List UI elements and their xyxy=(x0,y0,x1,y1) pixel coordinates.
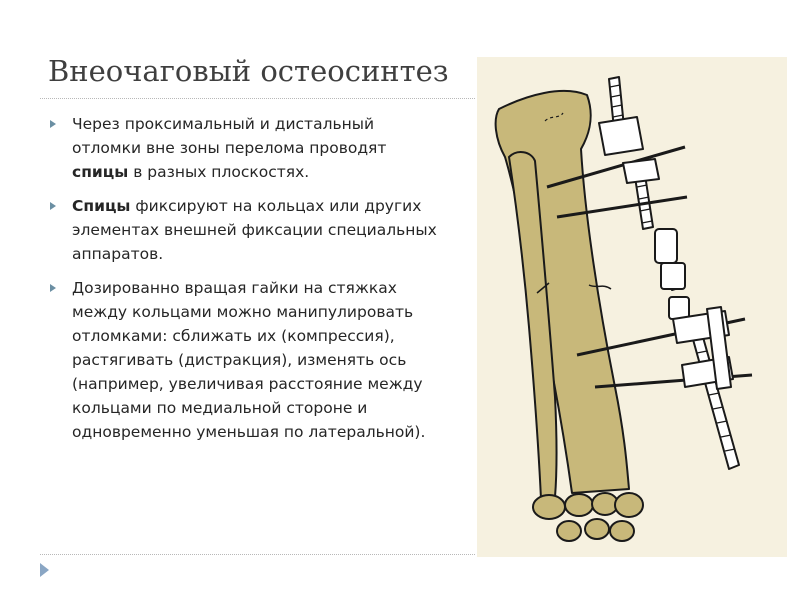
bullet-1-bold: спицы xyxy=(72,163,129,181)
bullet-2-bold: Спицы xyxy=(72,197,131,215)
bullet-1-tail: в разных плоскостях. xyxy=(128,163,310,181)
bullet-triangle-icon xyxy=(50,284,56,292)
bullet-item-3 xyxy=(46,276,446,444)
bullet-item-1 xyxy=(46,112,446,184)
bullet-triangle-icon xyxy=(50,120,56,128)
fixator-rings xyxy=(599,117,733,389)
slide-title: Внеочаговый остеосинтез xyxy=(48,54,449,88)
next-slide-triangle-icon[interactable] xyxy=(40,563,49,577)
bullet-3-text: Дозированно вращая гайки на стяжках между кольцами можно манипулировать отломками: сближать их (компрессия), растягивать (дистракция), изменять ось (например, увеличивая расстояние между кольцами по медиальной стороне и одновременно уменьшая по латеральной). xyxy=(72,279,426,441)
bullet-1-text: Через проксимальный и дистальный отломки вне зоны перелома проводят xyxy=(72,115,387,157)
fixator-illustration xyxy=(477,57,787,557)
footer-divider xyxy=(40,554,475,555)
bullet-2-tail: фиксируют на кольцах или других элементах внешней фиксации специальных аппаратов. xyxy=(72,197,437,263)
bullet-list xyxy=(46,112,446,454)
bullet-triangle-icon xyxy=(50,202,56,210)
foot-bones xyxy=(533,493,643,541)
external-fixator-drawing xyxy=(477,57,787,557)
bullet-item-2 xyxy=(46,194,446,266)
title-divider xyxy=(40,98,475,99)
